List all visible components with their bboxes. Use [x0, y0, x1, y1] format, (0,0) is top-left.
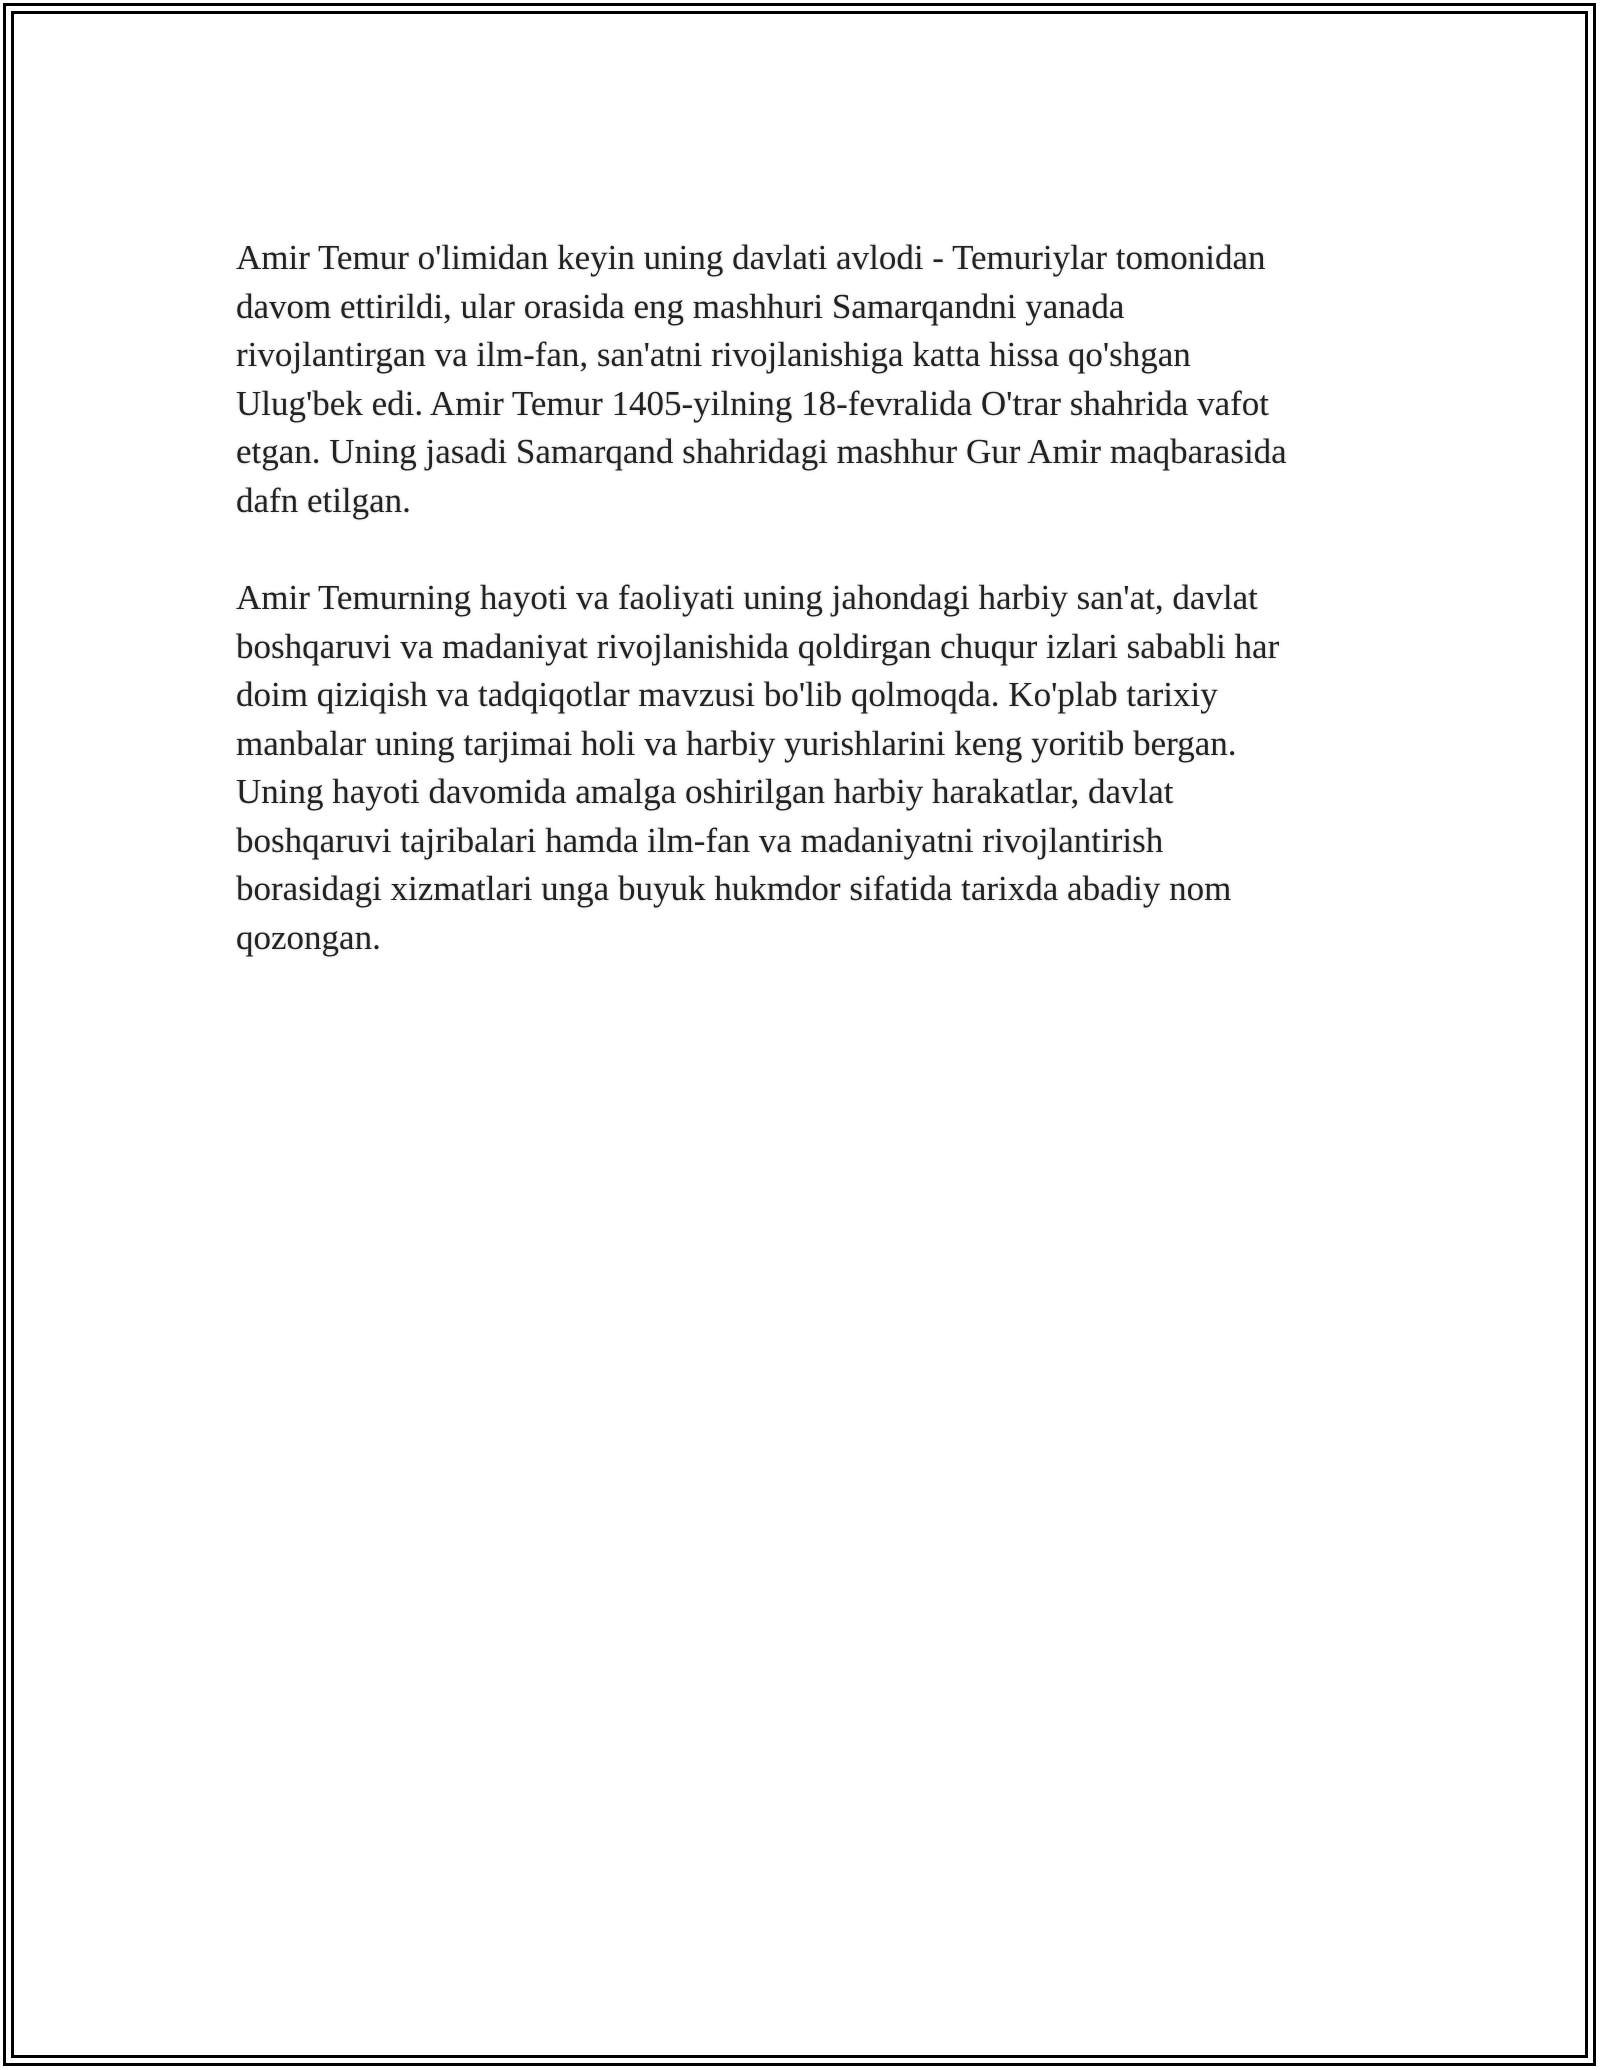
paragraph-2 [236, 574, 1366, 962]
text-line: boshqaruvi tajribalari hamda ilm-fan va madaniyatni rivojlantirish [236, 820, 1164, 860]
text-line: qozongan. [236, 917, 381, 957]
document-body [236, 234, 1366, 962]
text-line: Amir Temurning hayoti va faoliyati uning jahondagi harbiy san'at, davlat [236, 578, 1258, 617]
text-line: Uning hayoti davomida amalga oshirilgan harbiy harakatlar, davlat [236, 772, 1174, 811]
text-line: rivojlantirgan va ilm-fan, san'atni rivojlanishiga katta hissa qo'shgan [236, 335, 1191, 374]
text-line: dafn etilgan. [236, 480, 411, 520]
text-line: boshqaruvi va madaniyat rivojlanishida qoldirgan chuqur izlari sababli har [236, 626, 1280, 666]
text-line: davom ettirildi, ular orasida eng mashhuri Samarqandni yanada [236, 286, 1125, 326]
text-line: borasidagi xizmatlari unga buyuk hukmdor sifatida tarixda abadiy nom [236, 869, 1232, 908]
text-line: doim qiziqish va tadqiqotlar mavzusi bo'lib qolmoqda. Ko'plab tarixiy [236, 675, 1218, 714]
paragraph-1 [236, 234, 1366, 525]
text-line: Amir Temur o'limidan keyin uning davlati avlodi - Temuriylar tomonidan [236, 238, 1266, 277]
text-line: manbalar uning tarjimai holi va harbiy yurishlarini keng yoritib bergan. [236, 723, 1237, 763]
text-line: Ulug'bek edi. Amir Temur 1405-yilning 18-fevralida O'trar shahrida vafot [236, 383, 1269, 423]
text-line: etgan. Uning jasadi Samarqand shahridagi mashhur Gur Amir maqbarasida [236, 432, 1287, 471]
